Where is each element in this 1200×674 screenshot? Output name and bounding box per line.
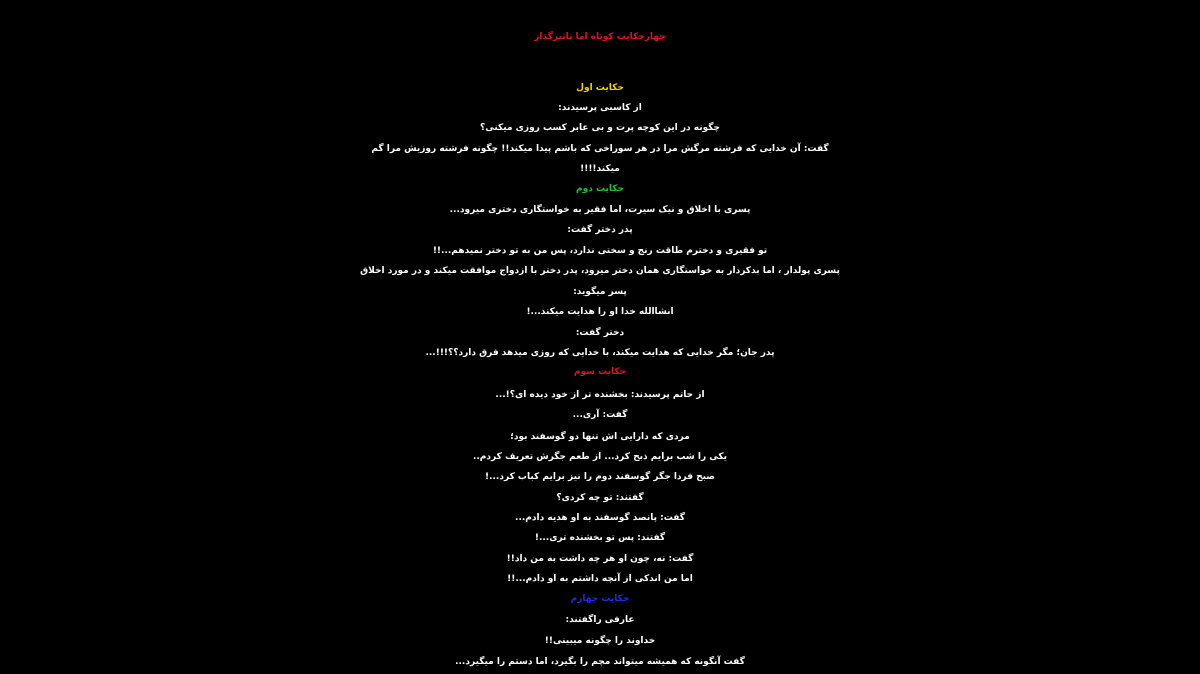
story2-line: پسری با اخلاق و نیک سیرت، اما فقیر به خواستگاری دختری میرود... — [449, 205, 751, 215]
story3-line: اما من اندکی از آنچه داشتم به او دادم...!! — [507, 574, 693, 584]
story4-line: گفت آنگونه که همیشه میتواند مچم را بگیرد، اما دستم را میگیرد... — [455, 657, 745, 667]
story2-line: پسر میگوید: — [573, 287, 627, 297]
story4-line: عارفی راگفتند: — [565, 615, 635, 625]
story1-heading: حکایت اول — [576, 83, 624, 93]
story3-heading: حکایت سوم — [573, 367, 627, 377]
story1-line: گفت: آن خدایی که فرشته مرگش مرا در هر سوراخی که باشم پیدا میکند!! چگونه فرشته روزیش مرا گم — [371, 144, 829, 154]
story3-line: مردی که دارایی اش تنها دو گوسفند بود؛ — [510, 432, 690, 442]
story1-line: از کاسبی پرسیدند: — [558, 103, 642, 113]
story3-line: از حاتم پرسیدند: بخشنده تر از خود دیده ای؟!... — [495, 390, 705, 400]
story1-line: چگونه در این کوچه پرت و بی عابر کسب روزی میکنی؟ — [480, 123, 720, 133]
story3-line: گفتند: پس تو بخشنده تری...! — [534, 533, 666, 543]
story2-line: پسری پولدار ، اما بدکردار به خواستگاری همان دختر میرود، پدر دختر با ازدواج موافقت میکند و در مورد اخلاق — [360, 266, 840, 276]
story4-heading: حکایت چهارم — [570, 594, 630, 604]
story1-line: میکند!!!! — [580, 164, 620, 174]
story2-line: پدر جان؛ مگر خدایی که هدایت میکند، با خدایی که روزی میدهد فرق دارد؟؟!!!... — [425, 348, 775, 358]
story2-line: انشاالله خدا او را هدایت میکند...! — [526, 307, 674, 317]
story3-line: گفت: آری... — [572, 410, 628, 420]
story3-line: گفتند: تو چه کردی؟ — [556, 493, 644, 503]
story2-line: دختر گفت: — [575, 328, 625, 338]
story2-heading: حکایت دوم — [576, 184, 624, 194]
story4-line: خداوند را چگونه میبینی!! — [544, 636, 656, 646]
story2-line: پدر دختر گفت: — [567, 225, 633, 235]
story2-line: تو فقیری و دخترم طاقت رنج و سختی ندارد، پس من به تو دختر نمیدهم...!! — [432, 246, 768, 256]
story3-line: گفت: نه، چون او هر چه داشت به من داد!! — [506, 554, 694, 564]
page-title: چهارحکایت کوتاه اما تاثیرگذار — [534, 32, 666, 42]
story3-line: یکی را شب برایم ذبح کرد... از طعم جگرش تعریف کردم.. — [472, 452, 728, 462]
story3-line: گفت: پانصد گوسفند به او هدیه دادم... — [515, 513, 685, 523]
story3-line: صبح فردا جگر گوسفند دوم را نیز برایم کباب کرد...! — [484, 472, 716, 482]
